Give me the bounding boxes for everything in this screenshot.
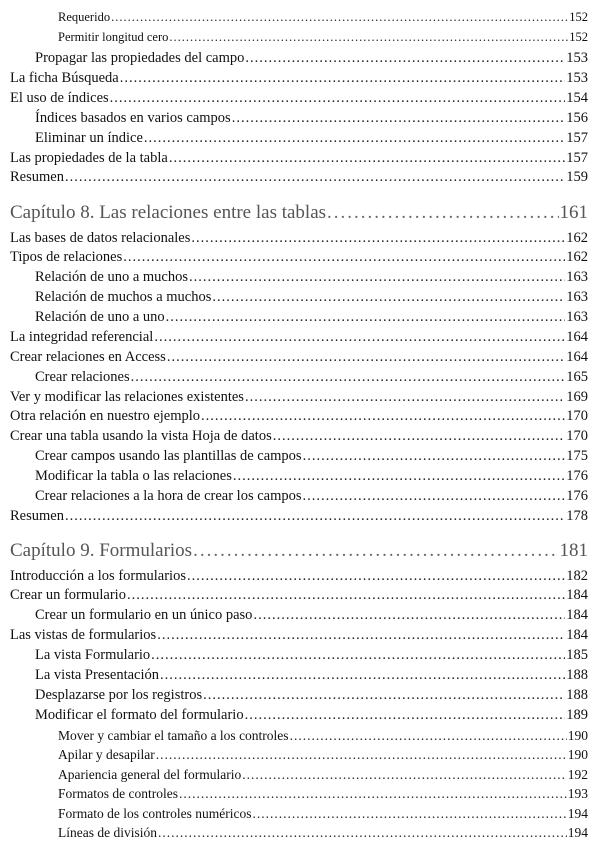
dot-leader — [144, 131, 565, 146]
toc-entry — [0, 489, 588, 504]
toc-entry-title: Crear un formulario — [10, 587, 126, 603]
toc-entry-page: 170 — [566, 428, 588, 444]
toc-entry — [0, 807, 588, 821]
toc-entry-title: Modificar el formato del formulario — [35, 707, 244, 723]
dot-leader — [127, 588, 565, 603]
chapter-page: 181 — [559, 540, 588, 561]
toc-entry-title: Índices basados en varios campos — [35, 110, 231, 126]
toc-entry-page: 153 — [566, 50, 588, 66]
toc-entry — [0, 11, 588, 24]
toc-entry-page: 162 — [566, 230, 588, 246]
chapter-page: 161 — [559, 202, 588, 223]
toc-entry-page: 163 — [566, 269, 588, 285]
toc-entry-title: Crear un formulario en un único paso — [35, 607, 253, 623]
toc-entry-title: Permitir longitud cero — [58, 30, 169, 44]
toc-entry-title: La vista Presentación — [35, 667, 160, 683]
toc-entry-title: Tipos de relaciones — [10, 249, 123, 265]
toc-entry — [0, 748, 588, 762]
toc-entry — [0, 350, 588, 365]
toc-entry-title: Relación de uno a muchos — [35, 269, 189, 285]
dot-leader — [303, 449, 566, 464]
dot-leader — [245, 51, 565, 66]
toc-entry-page: 193 — [567, 786, 588, 801]
toc-entry — [0, 569, 588, 584]
chapter-heading — [0, 203, 588, 222]
toc-entry — [0, 509, 588, 524]
dot-leader — [327, 203, 558, 222]
toc-entry-title: Propagar las propiedades del campo — [35, 50, 245, 66]
toc-entry-page: 169 — [566, 389, 588, 405]
dot-leader — [273, 429, 566, 444]
toc-entry-title: Ver y modificar las relaciones existentes — [10, 389, 244, 405]
toc-entry-page: 163 — [566, 289, 588, 305]
toc-entry-page: 152 — [569, 30, 588, 44]
dot-leader — [245, 390, 565, 405]
dot-leader — [203, 688, 565, 703]
toc-entry-title: Relación de muchos a muchos — [35, 289, 212, 305]
toc-entry — [0, 648, 588, 663]
toc-entry-page: 194 — [567, 825, 588, 840]
toc-entry-page: 165 — [566, 369, 588, 385]
toc-entry — [0, 729, 588, 743]
dot-leader — [242, 768, 566, 782]
toc-entry — [0, 409, 588, 424]
toc-entry — [0, 469, 588, 484]
toc-entry — [0, 449, 588, 464]
toc-entry-title: Introducción a los formularios — [10, 568, 186, 584]
toc-entry-page: 184 — [566, 607, 588, 623]
toc-entry — [0, 826, 588, 840]
toc-entry-title: Las vistas de formularios — [10, 627, 157, 643]
chapter-title: Capítulo 9. Formularios — [10, 540, 193, 561]
dot-leader — [212, 290, 565, 305]
toc-entry-page: 182 — [566, 568, 588, 584]
toc-entry-page: 157 — [566, 150, 588, 166]
toc-entry-title: Crear relaciones en Access — [10, 349, 166, 365]
toc-entry — [0, 708, 588, 723]
toc-entry-title: El uso de índices — [10, 90, 109, 106]
toc-entry — [0, 330, 588, 345]
dot-leader — [120, 71, 566, 86]
dot-leader — [110, 91, 566, 106]
dot-leader — [158, 826, 567, 840]
dot-leader — [245, 708, 566, 723]
toc-entry — [0, 370, 588, 385]
toc-entry — [0, 290, 588, 305]
chapter-heading — [0, 541, 588, 560]
toc-entry — [0, 668, 588, 683]
toc-entry-page: 153 — [566, 70, 588, 86]
toc-entry-page: 190 — [567, 728, 588, 743]
toc-entry-page: 175 — [566, 448, 588, 464]
dot-leader — [65, 509, 565, 524]
toc-entry-page: 154 — [566, 90, 588, 106]
toc-entry-title: Formato de los controles numéricos — [58, 806, 252, 821]
toc-entry-title: Modificar la tabla o las relaciones — [35, 468, 232, 484]
toc-entry-title: La vista Formulario — [35, 647, 151, 663]
toc-entry-page: 163 — [566, 309, 588, 325]
dot-leader — [160, 668, 565, 683]
toc-entry-title: La integridad referencial — [10, 329, 154, 345]
dot-leader — [123, 250, 565, 265]
toc-entry-title: La ficha Búsqueda — [10, 70, 119, 86]
toc-entry-title: Desplazarse por los registros — [35, 687, 203, 703]
toc-entry-title: Resumen — [10, 508, 64, 524]
dot-leader — [252, 807, 566, 821]
toc-entry — [0, 231, 588, 246]
dot-leader — [191, 231, 565, 246]
toc-entry-page: 176 — [566, 468, 588, 484]
toc-entry-title: Crear campos usando las plantillas de campos — [35, 448, 302, 464]
toc-entry-page: 159 — [566, 169, 588, 185]
toc-entry-title: Otra relación en nuestro ejemplo — [10, 408, 201, 424]
dot-leader — [201, 409, 565, 424]
toc-entry-page: 188 — [566, 687, 588, 703]
toc-entry-page: 170 — [566, 408, 588, 424]
toc-entry-page: 152 — [569, 10, 588, 24]
toc-entry-page: 185 — [566, 647, 588, 663]
toc-entry-page: 164 — [566, 349, 588, 365]
dot-leader — [303, 489, 566, 504]
toc-entry — [0, 429, 588, 444]
dot-leader — [166, 310, 566, 325]
toc-entry-title: Crear relaciones — [35, 369, 130, 385]
dot-leader — [156, 748, 567, 762]
dot-leader — [290, 729, 567, 743]
toc-entry-page: 192 — [567, 767, 588, 782]
toc-entry-title: Líneas de división — [58, 825, 157, 840]
toc-entry — [0, 787, 588, 801]
toc-entry-title: Crear relaciones a la hora de crear los campos — [35, 488, 302, 504]
dot-leader — [167, 350, 565, 365]
toc-entry — [0, 628, 588, 643]
toc-entry — [0, 111, 588, 126]
toc-entry-title: Mover y cambiar el tamaño a los controles — [58, 728, 289, 743]
toc-entry-page: 162 — [566, 249, 588, 265]
toc-entry — [0, 768, 588, 782]
toc-entry — [0, 588, 588, 603]
dot-leader — [232, 111, 566, 126]
toc-entry-page: 194 — [567, 806, 588, 821]
toc-entry — [0, 250, 588, 265]
toc-entry-page: 178 — [566, 508, 588, 524]
toc-entry-page: 188 — [566, 667, 588, 683]
toc-entry-page: 156 — [566, 110, 588, 126]
toc-entry-title: Crear una tabla usando la vista Hoja de datos — [10, 428, 272, 444]
dot-leader — [169, 31, 568, 44]
dot-leader — [187, 569, 565, 584]
dot-leader — [169, 151, 565, 166]
toc-entry — [0, 151, 588, 166]
dot-leader — [193, 541, 558, 560]
toc-entry-page: 157 — [566, 130, 588, 146]
toc-entry-title: Las bases de datos relacionales — [10, 230, 191, 246]
dot-leader — [131, 370, 566, 385]
toc-entry — [0, 51, 588, 66]
dot-leader — [151, 648, 565, 663]
toc-entry — [0, 170, 588, 185]
dot-leader — [65, 170, 565, 185]
toc-entry-page: 184 — [566, 627, 588, 643]
chapter-title: Capítulo 8. Las relaciones entre las tablas — [10, 202, 327, 223]
dot-leader — [157, 628, 565, 643]
toc-entry-title: Apilar y desapilar — [58, 747, 155, 762]
toc-entry-title: Resumen — [10, 169, 64, 185]
toc-entry-page: 164 — [566, 329, 588, 345]
toc-entry-title: Apariencia general del formulario — [58, 767, 242, 782]
toc-entry-page: 184 — [566, 587, 588, 603]
dot-leader — [233, 469, 565, 484]
dot-leader — [189, 270, 565, 285]
toc-entry-page: 190 — [567, 747, 588, 762]
dot-leader — [253, 608, 565, 623]
dot-leader — [179, 787, 567, 801]
toc-entry-title: Formatos de controles — [58, 786, 178, 801]
toc-entry-title: Relación de uno a uno — [35, 309, 165, 325]
toc-entry — [0, 71, 588, 86]
toc-entry — [0, 310, 588, 325]
toc-entry — [0, 270, 588, 285]
toc-entry — [0, 608, 588, 623]
toc-entry — [0, 688, 588, 703]
toc-entry — [0, 131, 588, 146]
toc-entry — [0, 91, 588, 106]
toc-entry — [0, 390, 588, 405]
dot-leader — [154, 330, 565, 345]
toc-entry-page: 176 — [566, 488, 588, 504]
toc-entry-title: Requerido — [58, 10, 111, 24]
toc-entry-title: Eliminar un índice — [35, 130, 143, 146]
toc-entry-page: 189 — [566, 707, 588, 723]
toc-entry-title: Las propiedades de la tabla — [10, 150, 168, 166]
dot-leader — [111, 11, 568, 24]
toc-entry — [0, 31, 588, 44]
